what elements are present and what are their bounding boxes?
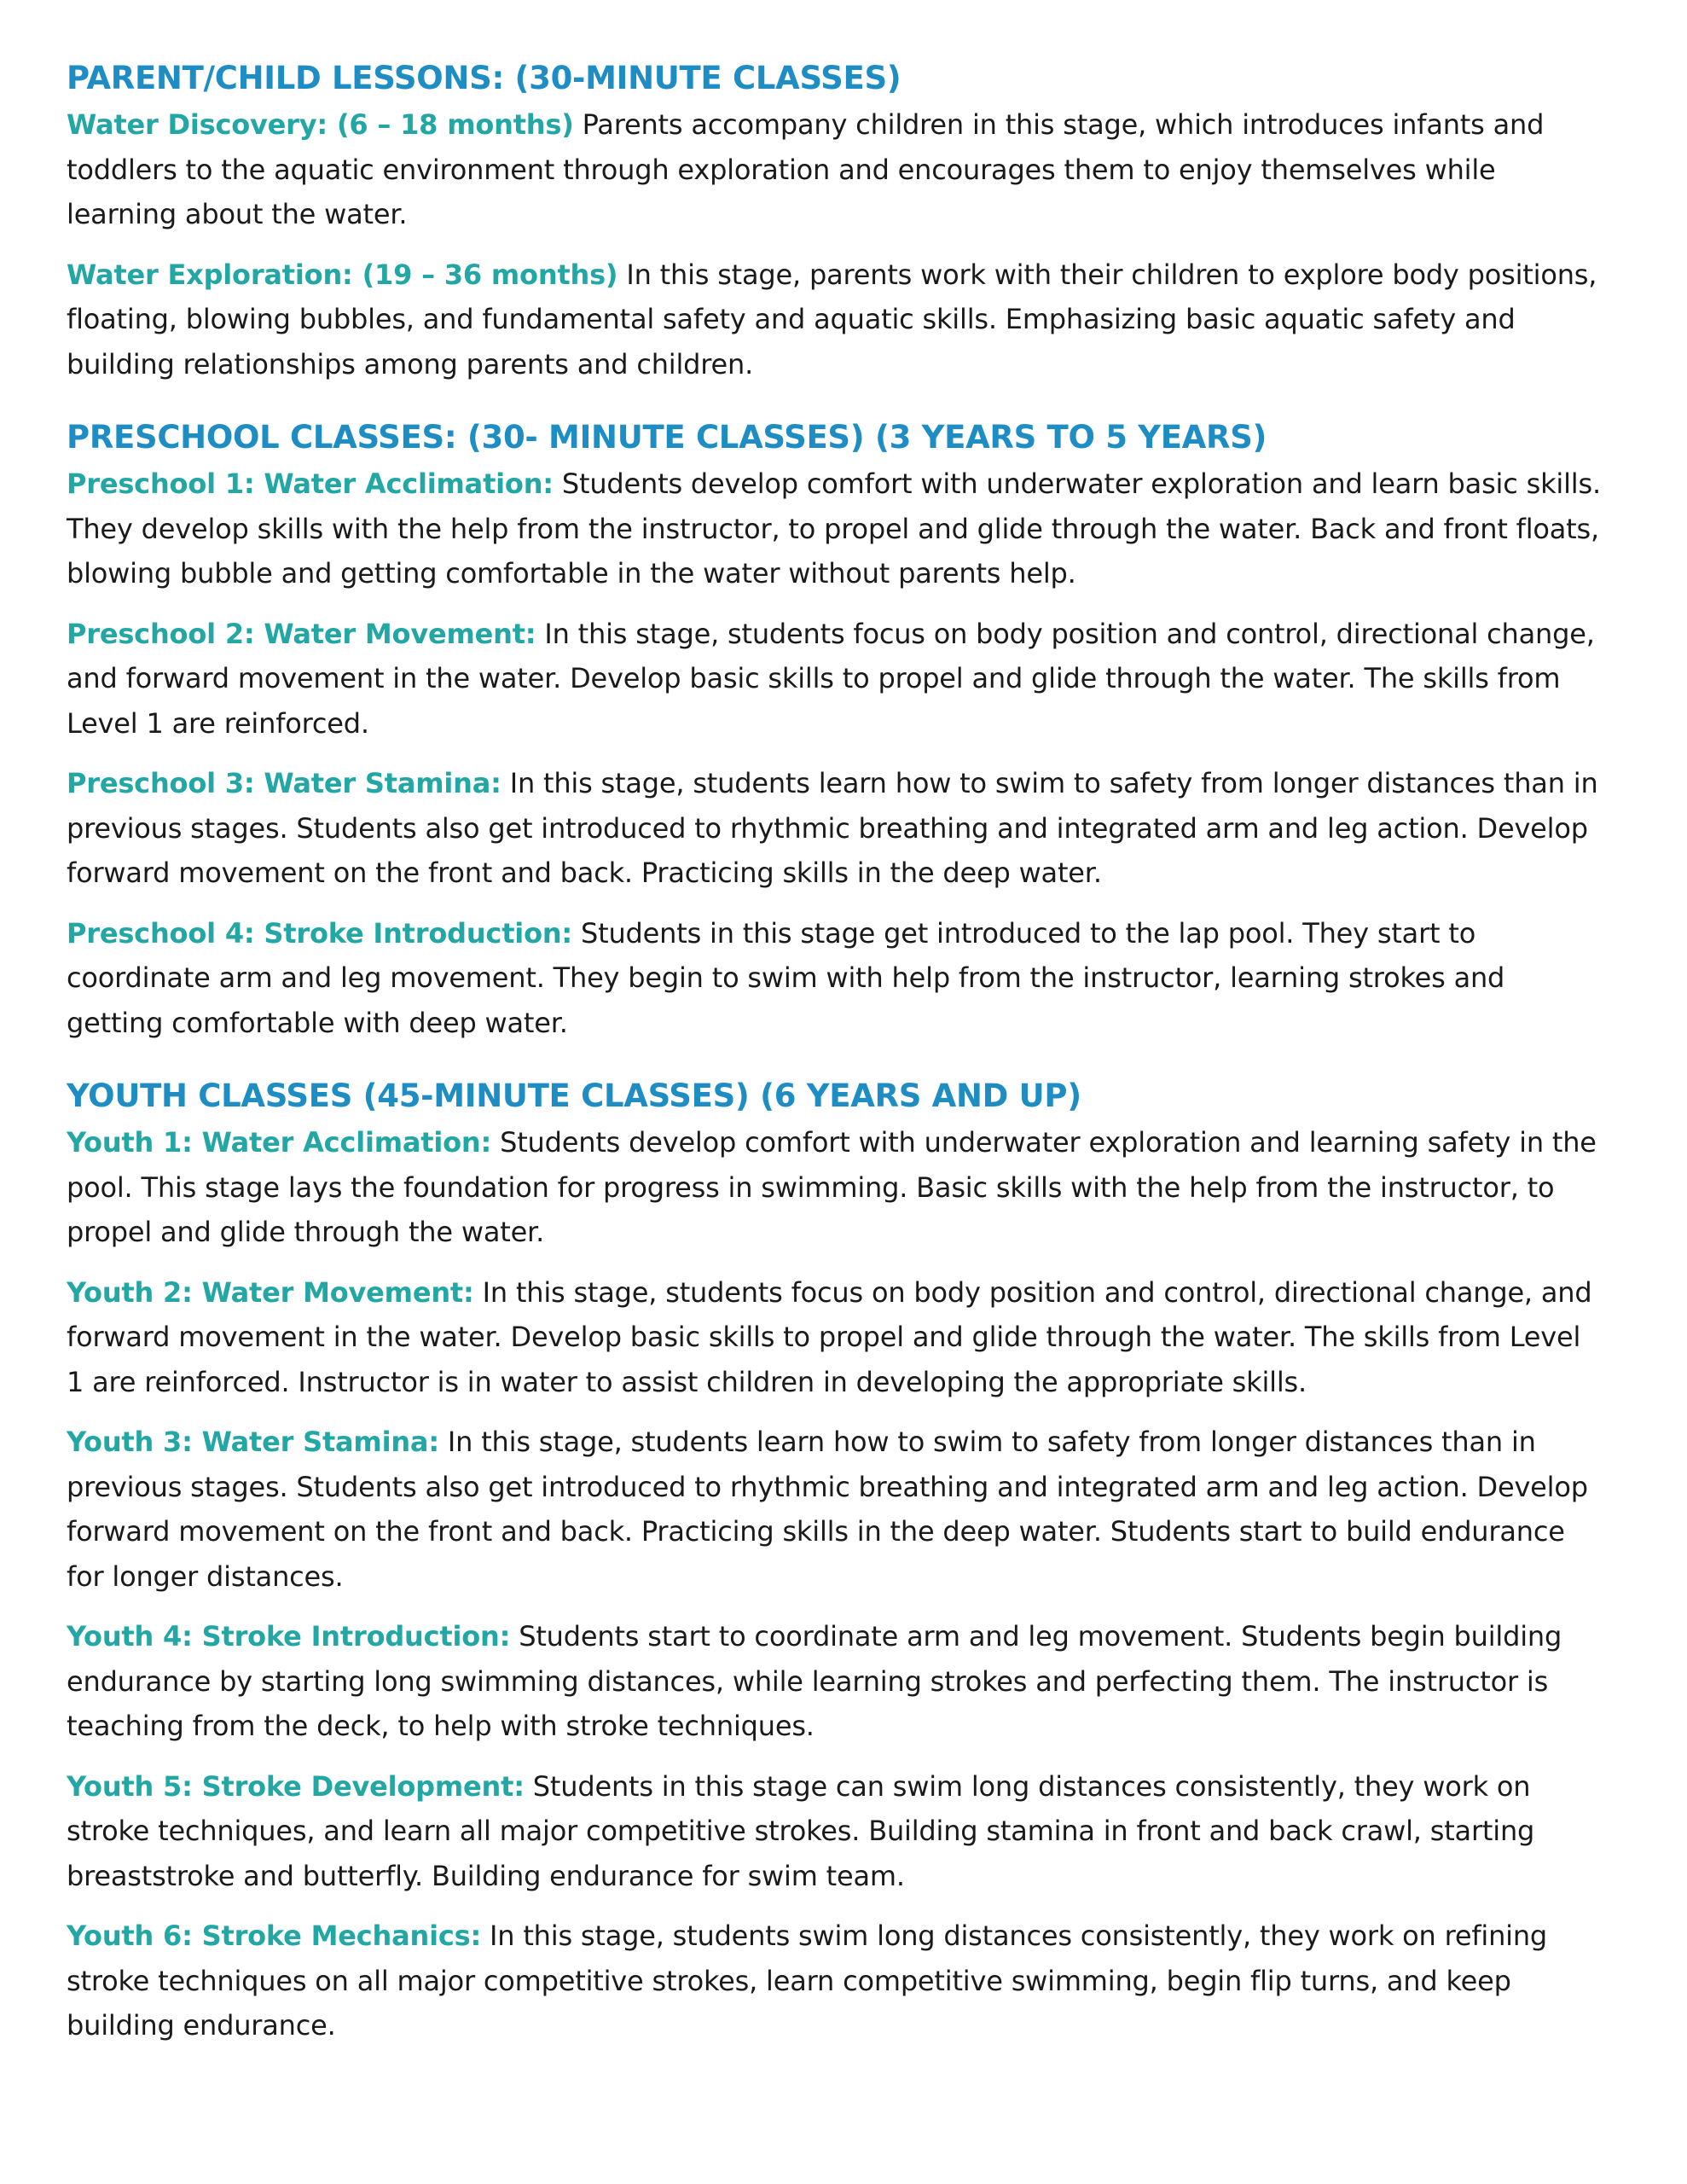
lesson-description: Students in this stage get introduced to the lap pool. They start to coordinate arm and leg movement. They begin to swim with help from the instructor, learning strokes and getting comfortable with deep water. [67,916,1505,1039]
lesson-title: Water Exploration: (19 – 36 months) [67,258,618,291]
lesson-description: Students develop comfort with underwater exploration and learning safety in the pool. This stage lays the foundation for progress in swimming. Basic skills with the help from the instructor, to propel and glide through the water. [67,1126,1597,1248]
lesson-description: In this stage, students swim long distances consistently, they work on refining stroke techniques on all major competitive strokes, learn competitive swimming, begin flip turns, and keep building endurance. [67,1920,1548,2042]
lesson-description: Students start to coordinate arm and leg movement. Students begin building endurance by starting long swimming distances, while learning strokes and perfecting them. The instructor is teaching from the deck, to help with stroke techniques. [67,1620,1562,1742]
lesson-paragraph [67,1120,1602,1255]
lesson-description: Students develop comfort with underwater exploration and learn basic skills. They develop skills with the help from the instructor, to propel and glide through the water. Back and front floats, blowing bubble and getting comfortable in the water without parents help. [67,468,1601,590]
lesson-title: Preschool 4: Stroke Introduction: [67,916,573,950]
section-heading: PARENT/CHILD LESSONS: (30-MINUTE CLASSES) [67,60,901,96]
section-preschool [67,415,1602,1045]
lesson-title: Preschool 1: Water Acclimation: [67,468,554,500]
lesson-title: Youth 6: Stroke Mechanics: [67,1920,482,1952]
section-parent-child [67,56,1602,386]
lesson-paragraph [67,102,1602,237]
lesson-title: Youth 2: Water Movement: [67,1275,474,1309]
lesson-description: Students in this stage can swim long distances consistently, they work on stroke techniques, and learn all major competitive strokes. Building stamina in front and back crawl, starting breaststroke and butterfly. Building endurance for swim team. [67,1769,1535,1892]
lesson-description: In this stage, students learn how to swim to safety from longer distances than in previous stages. Students also get introduced to rhythmic breathing and integrated arm and leg action. Develop forward movement on the front and back. Practicing skills in the deep water. Students start to build endurance for longer distances. [67,1426,1588,1593]
lesson-title: Youth 4: Stroke Introduction: [67,1620,511,1653]
lesson-title: Preschool 3: Water Stamina: [67,767,501,799]
lesson-title: Youth 5: Stroke Development: [67,1769,525,1803]
lesson-title: Preschool 2: Water Movement: [67,617,536,650]
section-heading: PRESCHOOL CLASSES: (30- MINUTE CLASSES) (3 YEARS TO 5 YEARS) [67,419,1267,456]
section-youth [67,1074,1602,2048]
lesson-description: In this stage, students learn how to swim to safety from longer distances than in previous stages. Students also get introduced to rhythmic breathing and integrated arm and leg action. Develop forward movement on the front and back. Practicing skills in the deep water. [67,767,1598,889]
lesson-paragraph [67,1914,1602,2048]
lesson-description: In this stage, students focus on body position and control, directional change, and forward movement in the water. Develop basic skills to propel and glide through the water. The skills from Level 1 are reinforced. Instructor is in water to assist children in developing the appropriate skills. [67,1275,1592,1398]
lesson-paragraph [67,911,1602,1046]
lesson-title: Youth 3: Water Stamina: [67,1426,439,1458]
document-page [67,56,1602,2048]
lesson-title: Water Discovery: (6 – 18 months) [67,108,574,141]
lesson-description: In this stage, students focus on body position and control, directional change, and forward movement in the water. Develop basic skills to propel and glide through the water. The skills from Level 1 are reinforced. [67,617,1595,740]
lesson-title: Youth 1: Water Acclimation: [67,1126,492,1159]
section-heading: YOUTH CLASSES (45-MINUTE CLASSES) (6 YEARS AND UP) [67,1077,1081,1114]
lesson-paragraph [67,1420,1602,1599]
lesson-paragraph [67,253,1602,387]
lesson-paragraph [67,1764,1602,1899]
lesson-paragraph [67,761,1602,896]
lesson-paragraph [67,612,1602,746]
lesson-paragraph [67,1614,1602,1749]
lesson-description: Parents accompany children in this stage, which introduces infants and toddlers to the aquatic environment through exploration and encourages them to enjoy themselves while learning about the water. [67,108,1545,230]
lesson-paragraph [67,462,1602,596]
lesson-description: In this stage, parents work with their children to explore body positions, floating, blowing bubbles, and fundamental safety and aquatic skills. Emphasizing basic aquatic safety and building relationships among parents and children. [67,258,1597,380]
lesson-paragraph [67,1270,1602,1405]
